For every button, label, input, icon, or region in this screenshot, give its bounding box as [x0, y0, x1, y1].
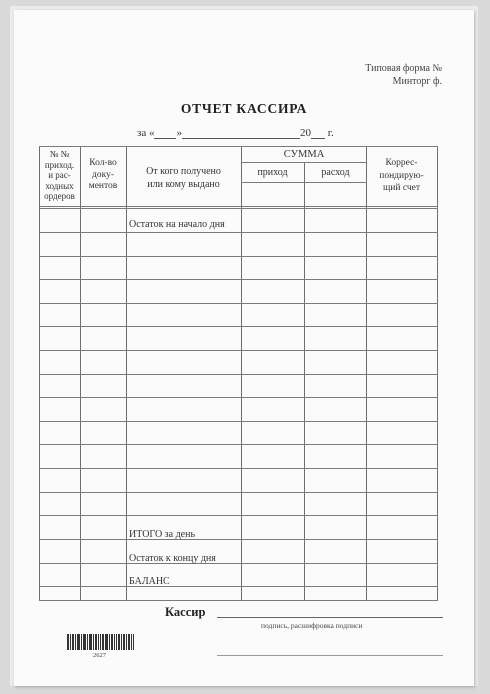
header-sum: СУММА: [283, 149, 325, 160]
signature-caption: подпись, расшифровка подписи: [261, 621, 363, 630]
header-from-line: или кому выдано: [147, 178, 220, 190]
header-docs-line: Кол-во: [89, 158, 117, 168]
header-docs-line: ментов: [88, 181, 118, 191]
total-day-label: ИТОГО за день: [129, 529, 196, 540]
row-line: [39, 421, 438, 422]
sum-divider: [241, 162, 367, 163]
header-docs-line: доку-: [92, 169, 114, 180]
header-income: приход: [257, 167, 288, 178]
header-bottom-border: [39, 206, 438, 207]
header-orders-line: № №: [49, 149, 70, 159]
form-code-line2: Минторг ф.: [392, 76, 442, 87]
form-code-line1: Типовая форма №: [365, 63, 442, 74]
header-orders: [39, 149, 80, 202]
header-account-line: Коррес-: [385, 158, 418, 168]
header-from: [126, 166, 241, 191]
row-line: [39, 303, 438, 304]
date-suffix: г.: [327, 127, 334, 139]
header-expense: расход: [321, 167, 350, 178]
col-divider: [304, 162, 305, 601]
cashier-signature-line[interactable]: [217, 617, 443, 618]
header-orders-line: ходных: [45, 180, 74, 191]
row-line: [39, 232, 438, 233]
bottom-rule: [217, 655, 443, 656]
closing-balance-label: Остаток к концу дня: [129, 553, 216, 564]
page-title: ОТЧЕТ КАССИРА: [180, 101, 308, 116]
header-from-line: От кого получено: [146, 166, 221, 177]
row-line: [39, 492, 438, 493]
header-orders-line: ордеров: [44, 191, 75, 201]
row-line: [39, 586, 438, 587]
header-bottom-border: [39, 208, 438, 209]
cashier-label: Кассир: [165, 605, 206, 619]
header-orders-line: и рас-: [48, 170, 71, 180]
date-prefix: за «: [137, 127, 155, 139]
header-account-line: пондирую-: [379, 170, 424, 181]
row-line: [39, 468, 438, 469]
row-line: [39, 350, 438, 351]
table-top-border: [39, 146, 438, 147]
barcode-number: 2627: [93, 652, 106, 659]
row-line: [39, 256, 438, 257]
row-line: [39, 563, 438, 564]
year-prefix: 20: [299, 127, 311, 139]
table-bottom-border: [39, 600, 438, 601]
row-line: [39, 326, 438, 327]
header-account: [366, 157, 437, 195]
row-line: [39, 397, 438, 398]
balance-label: БАЛАНС: [129, 576, 170, 587]
header-docs: [80, 158, 126, 193]
form-sheet: [14, 10, 474, 686]
row-line: [39, 539, 438, 540]
row-line: [39, 444, 438, 445]
header-account-line: щий счет: [382, 183, 421, 193]
cash-report-table: [14, 10, 474, 686]
row-line: [39, 515, 438, 516]
date-quote-close: »: [176, 127, 182, 139]
row-line: [39, 279, 438, 280]
opening-balance-label: Остаток на начало дня: [129, 219, 225, 230]
row-line: [39, 374, 438, 375]
barcode: [67, 634, 135, 650]
header-orders-line: приход.: [44, 159, 75, 170]
sum-subdivider: [241, 182, 367, 183]
